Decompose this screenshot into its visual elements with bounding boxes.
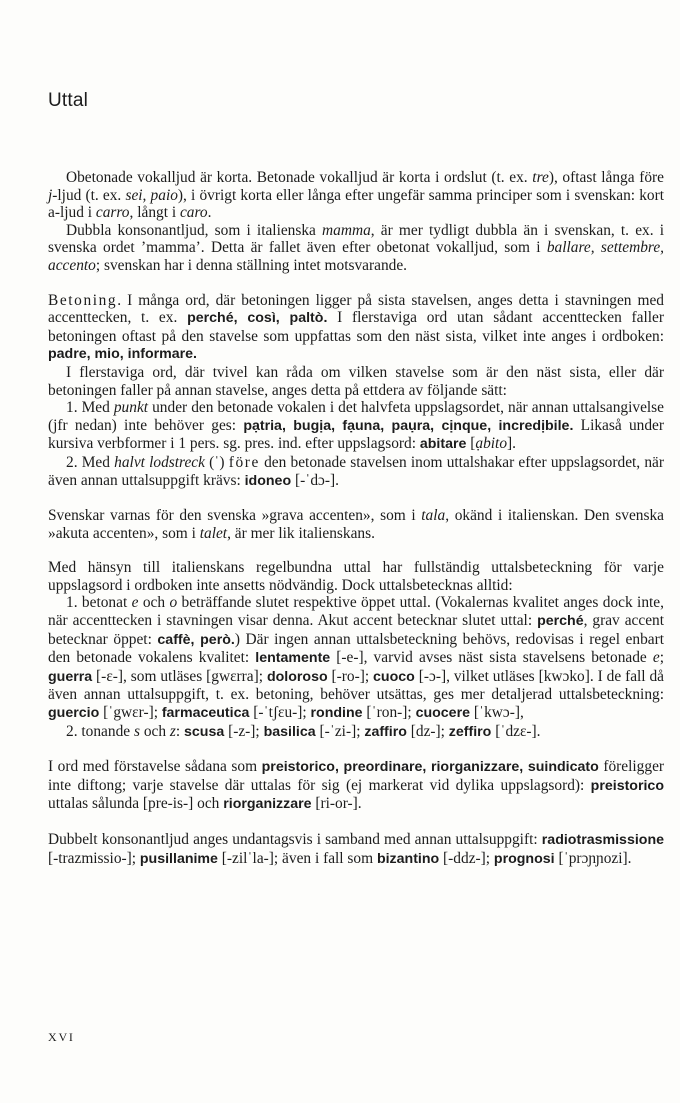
text-run: [-ˈdɔ-]. (291, 471, 339, 489)
headword: lentamente (255, 650, 331, 667)
paragraph-stress-intro (48, 292, 664, 364)
text-run: 2. Med (66, 453, 115, 471)
text-run: ; svenskan har i denna ställning intet motsvarande. (95, 256, 408, 274)
headword: guercio (48, 705, 100, 722)
paragraph-open-closed-vowels (48, 594, 664, 722)
italic-term: tala (421, 507, 446, 525)
italic-term: ạbito (475, 435, 508, 453)
text-run: [-ddz-]; (439, 849, 494, 867)
text-run: och (138, 594, 170, 612)
italic-term: o (169, 594, 178, 612)
text-run: [-zilˈla-]; även i fall som (217, 849, 377, 867)
text-run: [-e-], varvid avses näst sista stavelsens betonade (330, 649, 653, 667)
paragraph-stress-dot (48, 399, 664, 454)
text-run: ]. (507, 435, 516, 453)
headword: basilica (263, 723, 316, 740)
text-run: ; (659, 649, 664, 667)
text-run: uttalas sålunda [pre-is-] och (48, 795, 224, 813)
paragraph-voiced-s-z (48, 723, 664, 742)
headword: bizantino (376, 850, 440, 867)
text-run: ), oftast långa före (548, 169, 664, 186)
headword: radiotrasmissione (541, 832, 664, 848)
text-run: [ˈron-]; (362, 704, 416, 722)
text-run: . (207, 204, 212, 222)
headword: perché (537, 613, 584, 630)
headword: prognosi (493, 850, 555, 867)
text-run: 2. tonande (66, 722, 134, 740)
text-run: [-ɛ-], som utläses [gwɛrra]; (92, 667, 267, 685)
headword: guerra (48, 668, 93, 685)
text-run: I ord med förstavelse sådana som (48, 758, 262, 776)
spaced-term: Betoning (48, 291, 118, 309)
text-run: , okänd i italienskan. Den svenska »akuta accenten», som i (48, 507, 664, 542)
text-run: Med hänsyn till italienskans regelbundna uttal har fullständig uttalsbeteckning för varje uppslagsord i ordboken inte ansetts nödvändig. Dock uttalsbetecknas alltid: (48, 559, 664, 594)
paragraph-double-consonant-marking (48, 831, 664, 868)
italic-term: mamma (322, 221, 371, 239)
text-run: Obetonade vokalljud är korta. Betonade vokalljud är korta i ordslut (t. ex. (66, 169, 533, 186)
text-run: , är mer tydligt dubbla än i svenskan, t. ex. i svenska ordet ’mamma’. Detta är fallet även efter obetonat vokalljud, som i (48, 221, 664, 257)
paragraph-grave-accent-warning (48, 507, 664, 542)
italic-term: e (131, 594, 139, 612)
text-run: , är mer lik italienskans. (227, 524, 375, 542)
headword: preistorico, preordinare, riorganizzare, suindicato (261, 759, 599, 776)
text-run: under den betonade vokalen i det halvfeta uppslagsordet, när annan uttalsangivelse (jfr nedan) inte behöver ges: (48, 399, 664, 434)
text-run: I flerstaviga ord utan sådant accenttecken faller betoningen oftast på den stavelse som uppfattas som den näst sista, vilket inte anges i ordboken: (48, 309, 664, 345)
headword: rondine (310, 705, 363, 722)
headword: scusa (184, 723, 225, 740)
headword: zeffiro (448, 723, 492, 740)
text-run: Svenskar varnas för den svenska »grava accenten», som i (48, 507, 422, 525)
text-run: och (139, 722, 170, 740)
text-run: den betonade stavelsen inom uttalshakar efter uppslagsordet, när även annan uttalsuppgift krävs: (48, 453, 664, 489)
text-run: [-trazmissio-]; (48, 849, 140, 867)
text-run: [-z-]; (224, 722, 264, 740)
paragraph-pronunciation-intro (48, 559, 664, 594)
headword: cuoco (373, 668, 415, 685)
text-run: [ˈprɔɲɲozi]. (554, 849, 632, 867)
italic-term: caro (179, 204, 208, 222)
italic-term: ballare, settembre, accento (48, 239, 665, 274)
text-run: Dubbelt konsonantljud anges undantagsvis i samband med annan uttalsuppgift: (48, 831, 542, 848)
headword: abitare (419, 436, 467, 453)
text-run: I flerstaviga ord, där tvivel kan råda om vilken stavelse som är den näst sista, eller där betoningen faller på annan stavelse, anges detta på ettdera av följande sätt: (48, 363, 664, 399)
text-run: ), i övrigt korta eller långa efter ungefär samma principer som i svenskan: kort a-ljud i (48, 186, 665, 222)
italic-term: z (169, 722, 176, 740)
text-run: 1. betonat (66, 594, 132, 612)
text-run: [-ˈtʃɛu-]; (249, 704, 311, 722)
headword: farmaceutica (161, 705, 250, 722)
section-body (48, 169, 664, 868)
headword: preistorico (590, 777, 664, 794)
italic-term: halvt lodstreck (114, 453, 205, 471)
headword: riorganizzare (223, 796, 312, 813)
text-run: Dubbla konsonantljud, som i italienska (66, 221, 323, 239)
headword: pusillanime (139, 850, 218, 867)
italic-term: tre (532, 169, 549, 186)
text-run: -ljud (t. ex. (52, 186, 126, 204)
headword: pạtria, bugịa, fạuna, paụra, cịnque, incredịbile. (243, 417, 574, 434)
headword: padre, mio, informare. (48, 346, 198, 363)
italic-term: talet (199, 524, 228, 542)
italic-term: j (48, 186, 53, 204)
text-run: [ (466, 435, 476, 453)
text-run: , långt i (129, 204, 180, 222)
text-run: Likaså under kursiva verbformer i 1 pers. sg. pres. ind. efter uppslagsord: (48, 416, 665, 453)
paragraph-vowel-length (48, 169, 664, 222)
text-run: [-ro-]; (327, 667, 374, 685)
section-heading: Uttal (48, 90, 89, 111)
text-run: [ri-or-]. (311, 795, 362, 813)
text-run: , grav accent betecknar öppet: (48, 612, 665, 648)
page-number: XVI (48, 1030, 75, 1044)
text-run: . I många ord, där betoningen ligger på sista stavelsen, anges detta i stavningen med accenttecken, t. ex. (48, 291, 664, 327)
italic-term: punkt (113, 399, 149, 417)
italic-term: sei, paio (125, 186, 178, 204)
paragraph-double-consonants (48, 222, 664, 275)
headword: zaffiro (364, 723, 407, 740)
text-run: föreligger inte diftong; varje stavelse där uttalas för sig (ej markerat vid dylika uppslagsord): (48, 758, 665, 794)
text-run: [ˈdzɛ-]. (491, 722, 541, 740)
headword: perché, così, paltò. (187, 310, 328, 327)
headword: cuocere (415, 705, 470, 722)
headword: idoneo (244, 472, 292, 489)
text-run: [dz-]; (406, 722, 449, 740)
italic-term: s (133, 722, 140, 740)
paragraph-prefixes (48, 758, 664, 814)
text-run: 1. Med (66, 399, 114, 417)
text-run: ) Där ingen annan uttalsbeteckning behövs, redovisas i regel enbart den betonade vokalens kvalitet: (48, 630, 664, 667)
italic-term: e (652, 649, 660, 667)
text-run: [ˈgwɛr-]; (99, 704, 162, 722)
headword: doloroso (266, 668, 328, 685)
paragraph-stress-mark (48, 454, 664, 490)
text-run: : (175, 722, 185, 740)
italic-term: carro (95, 204, 130, 222)
text-run: [ˈkwɔ-], (469, 704, 524, 722)
text-run: [-ˈzi-]; (315, 722, 365, 740)
spaced-term: före (228, 453, 260, 471)
headword: caffè, però. (157, 631, 235, 648)
paragraph-stress-ways (48, 364, 664, 399)
text-run: beträffande slutet respektive öppet uttal. (Vokalernas kvalitet anges dock inte, när accenttecken i stavningen visar denna. Akut accent betecknar slutet uttal: (48, 594, 664, 630)
text-run: (ˈ) (204, 453, 229, 471)
text-run: [-ɔ-], vilket utläses [kwɔko]. I de fall då även annan uttalsuppgift, t. ex. betoning, behöver utsättas, ges mer detaljerad uttalsbeteckning: (48, 667, 665, 704)
